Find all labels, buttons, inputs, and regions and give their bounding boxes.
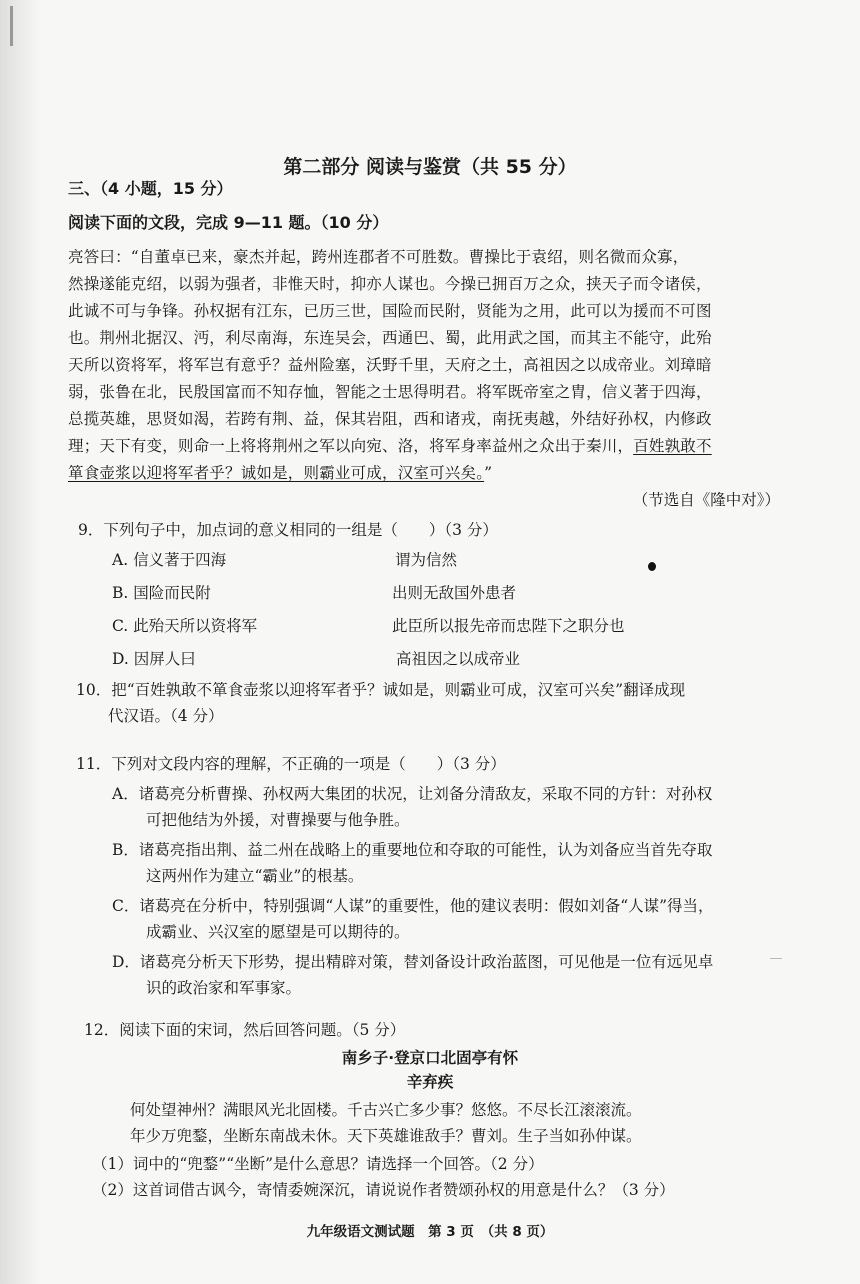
section-title: 第二部分 阅读与鉴赏（共 55 分）	[283, 156, 577, 178]
scan-edge-mark	[10, 6, 13, 46]
question-9-stem: 9．下列句子中，加点词的意义相同的一组是（ ）（3 分）	[78, 521, 498, 539]
question-12-sub-1: （1）词中的“兜鍪”“坐断”是什么意思？请选择一个回答。（2 分）	[92, 1155, 544, 1173]
q9-option-b-left: 国险而民附	[133, 584, 211, 602]
passage-text: 理；天下有变，则命一上将将荆州之军以向宛、洛，将军身率益州之众出于秦川，	[68, 437, 634, 455]
question-12-sub-2: （2）这首词借古讽今，寄情委婉深沉，请说说作者赞颂孙权的用意是什么？（3 分）	[92, 1181, 675, 1199]
q11-option-a-line1: A．诸葛亮分析曹操、孙权两大集团的状况，让刘备分清敌友，采取不同的方针：对孙权	[112, 785, 713, 803]
q9-option-c: C. 此殆天所以资将军	[112, 617, 258, 635]
section-heading: 三、（4 小题，15 分）	[68, 179, 233, 198]
q9-option-c-right: 此臣所以报先帝而忠陛下之职分也	[392, 617, 625, 635]
passage-line: 然操遂能克绍，以弱为强者，非惟天时，抑亦人谋也。今操已拥百万之众，挟天子而令诸侯，	[68, 275, 712, 293]
passage-line: 亮答曰：“自董卓已来，豪杰并起，跨州连郡者不可胜数。曹操比于袁绍，则名微而众寡，	[68, 248, 689, 266]
q9-option-d-right: 高祖因之以成帝业	[396, 650, 521, 668]
question-10-line2: 代汉语。（4 分）	[108, 707, 224, 725]
q9-option-d: D. 因屏人曰	[112, 650, 196, 668]
question-10-line1: 10．把“百姓孰敢不箪食壶浆以迎将军者乎？诚如是，则霸业可成，汉室可兴矣”翻译成现	[76, 681, 686, 699]
q9-option-a-right: 谓为信然	[395, 551, 458, 569]
q11-option-d-line1: D．诸葛亮分析天下形势，提出精辟对策，替刘备设计政治蓝图，可见他是一位有远见卓	[112, 953, 714, 971]
passage-line: 也。荆州北据汉、沔，利尽南海，东连吴会，西通巴、蜀，此用武之国，而其主不能守，此殆	[68, 329, 712, 347]
passage-line	[68, 434, 784, 456]
poem-title: 南乡子·登京口北固亭有怀	[341, 1049, 519, 1067]
passage-source: （节选自《隆中对》）	[632, 491, 780, 509]
q11-option-d-line2: 识的政治家和军事家。	[146, 979, 302, 997]
poem-author: 辛弃疾	[406, 1073, 454, 1091]
passage-line: 此诚不可与争锋。孙权据有江东，已历三世，国险而民附，贤能为之用，此可以为援而不可图	[68, 302, 712, 320]
reading-instruction: 阅读下面的文段，完成 9—11 题。（10 分）	[68, 213, 389, 232]
underlined-sentence: 箪食壶浆以迎将军者乎？诚如是，则霸业可成，汉室可兴矣。	[68, 464, 485, 482]
poem-verse-2: 年少万兜鍪，坐断东南战未休。天下英雄谁敌手？曹刘。生子当如孙仲谋。	[130, 1127, 642, 1145]
q11-option-c-line2: 成霸业、兴汉室的愿望是可以期待的。	[146, 923, 410, 941]
q11-option-a-line2: 可把他结为外援，对曹操要与他争胜。	[146, 811, 410, 829]
question-12-stem: 12．阅读下面的宋词，然后回答问题。（5 分）	[84, 1021, 406, 1039]
q9-option-b: B. 国险而民附	[112, 584, 211, 602]
q9-option-a: A. 信义著于四海	[112, 551, 227, 569]
q9-option-d-left: 因屏人曰	[133, 650, 196, 668]
page-footer: 九年级语文测试题 第 3 页 （共 8 页）	[306, 1224, 554, 1240]
poem-verse-1: 何处望神州？满眼风光北固楼。千古兴亡多少事？悠悠。不尽长江滚滚流。	[130, 1101, 642, 1119]
q9-option-a-left: 信义著于四海	[133, 551, 227, 569]
passage-line: 天所以资将军，将军岂有意乎？益州险塞，沃野千里，天府之土，高祖因之以成帝业。刘璋暗	[68, 356, 712, 374]
ink-blot-mark	[648, 562, 656, 571]
q11-option-b-line1: B．诸葛亮指出荆、益二州在战略上的重要地位和夺取的可能性，认为刘备应当首先夺取	[112, 841, 713, 859]
scan-mark	[770, 958, 782, 959]
q11-option-b-line2: 这两州作为建立“霸业”的根基。	[146, 867, 364, 885]
question-11-stem: 11．下列对文段内容的理解，不正确的一项是（ ）（3 分）	[76, 755, 506, 773]
q9-option-b-right: 出则无敌国外患者	[392, 584, 517, 602]
passage-line	[68, 461, 492, 483]
q9-option-c-left: 此殆天所以资将军	[133, 617, 258, 635]
q11-option-c-line1: C．诸葛亮在分析中，特别强调“人谋”的重要性，他的建议表明：假如刘备“人谋”得当，	[112, 897, 714, 915]
passage-line: 总揽英雄，思贤如渴，若跨有荆、益，保其岩阻，西和诸戎，南抚夷越，外结好孙权，内修政	[68, 410, 712, 428]
underlined-sentence: 百姓孰敢不	[633, 437, 712, 455]
passage-text: ”	[484, 464, 493, 482]
passage-line: 弱，张鲁在北，民殷国富而不知存恤，智能之士思得明君。将军既帝室之胄，信义著于四海，	[68, 383, 712, 401]
